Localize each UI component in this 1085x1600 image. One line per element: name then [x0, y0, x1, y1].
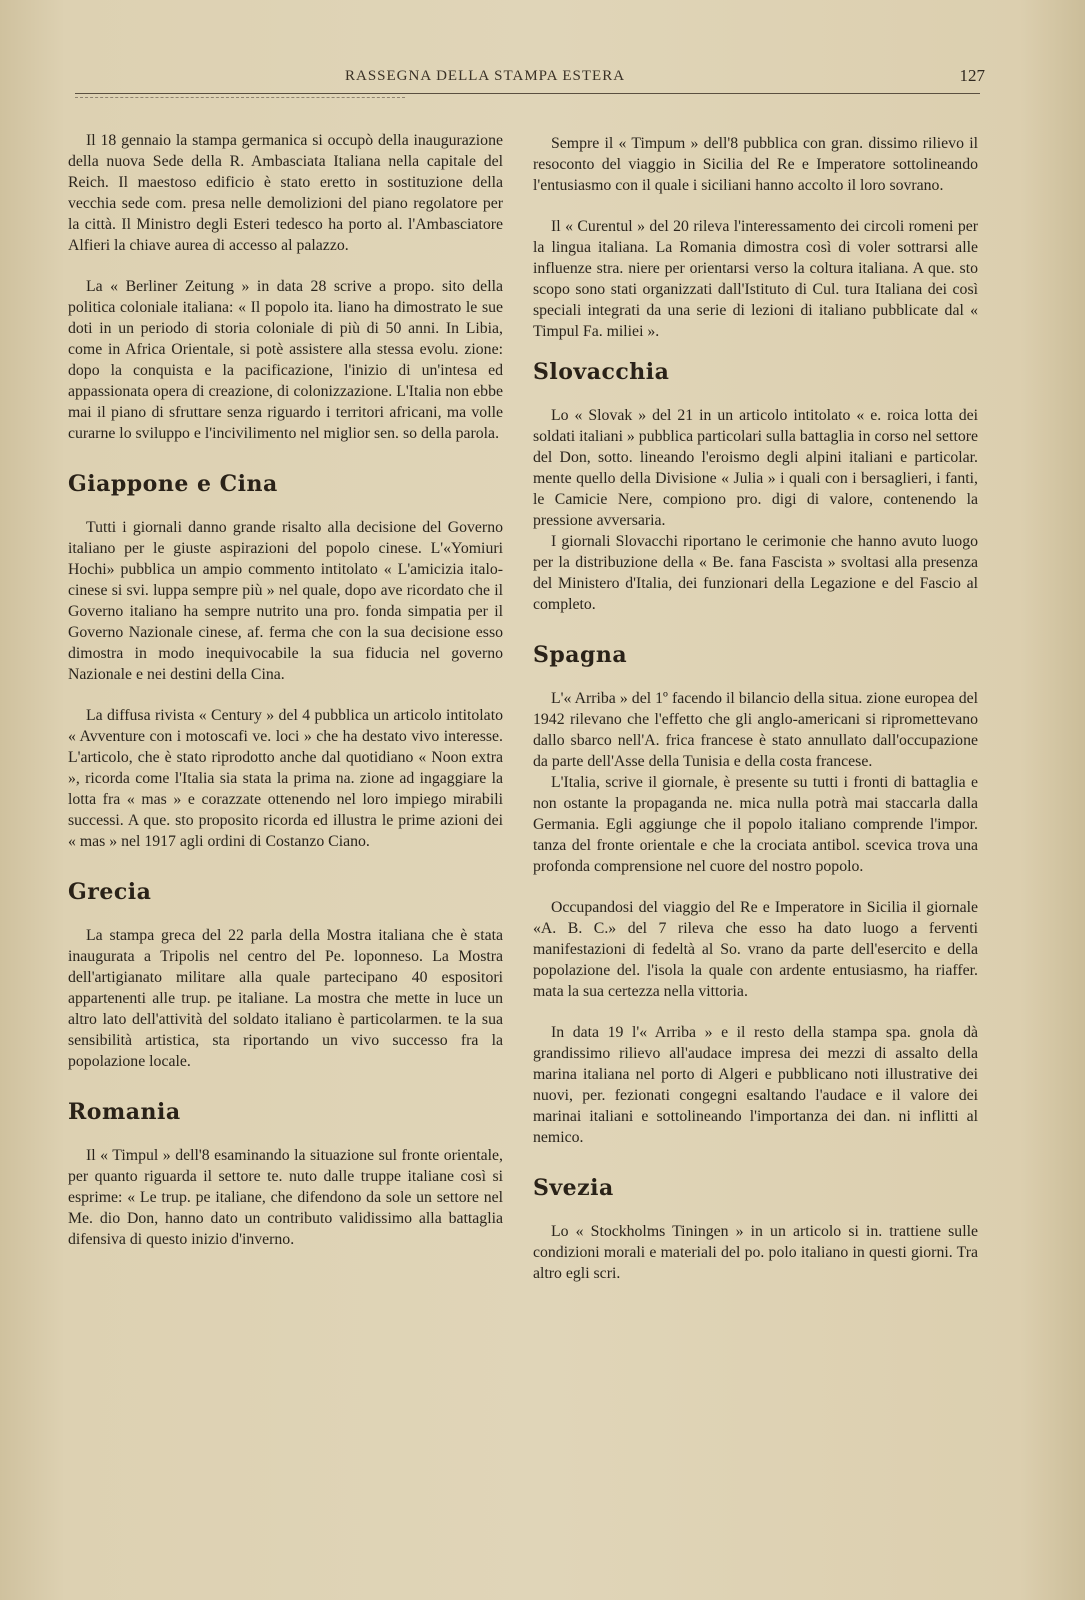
page-number: 127: [959, 66, 985, 85]
section-heading-slovacchia: Slovacchia: [533, 359, 670, 385]
paragraph: Sempre il « Timpum » dell'8 pubblica con gran. dissimo rilievo il resoconto del viaggio in Sicilia del Re e Imperatore sottolineando l'entusiasmo con il quale i siciliani hanno accolto il loro sovrano.: [533, 135, 978, 194]
section-heading-giappone-cina: Giappone e Cina: [68, 471, 278, 497]
paragraph: La stampa greca del 22 parla della Mostra italiana che è stata inaugurata a Tripolis nel centro del Pe. loponneso. La Mostra dell'artigianato militare alla quale partecipano 40 espositori appartenenti alle trup. pe italiane. La mostra che mette in luce un altro lato dell'attività del soldato italiano è particolarmen. te la sua sensibilità artistica, sta riportando un vivo successo fra la popolazione locale.: [68, 927, 503, 1070]
right-column: [533, 133, 978, 1304]
paragraph: In data 19 l'« Arriba » e il resto della stampa spa. gnola dà grandissimo rilievo all'audace impresa dei mezzi di assalto della marina italiana nel porto di Algeri e pubblicano noti illustrative dei nuovi, per. fezionati congegni esaltando l'audace e il valore dei marinai italiani e sottolineando l'importanza dei dan. ni inflitti al nemico.: [533, 1024, 978, 1146]
section-heading-romania: Romania: [68, 1099, 181, 1125]
header-rule: [75, 93, 980, 94]
section-heading-grecia: Grecia: [68, 879, 152, 905]
header-dashed-rule: [75, 97, 405, 98]
paragraph: L'« Arriba » del 1º facendo il bilancio della situa. zione europea del 1942 rilevano che l'effetto che gli anglo-americani si ripromettevano dallo sbarco nell'A. frica francese è stato annullato dall'occupazione da parte dell'Asse della Tunisia e della costa francese.: [533, 690, 978, 770]
paragraph: Lo « Slovak » del 21 in un articolo intitolato « e. roica lotta dei soldati italiani » pubblica particolari sulla battaglia in corso nel settore del Don, sotto. lineando l'eroismo degli alpini italiani e particolar. mente quello della Divisione « Julia » i quali con i bersaglieri, i fanti, le Camicie Nere, compiono pro. digi di valore, contenendo la pressione avversaria.: [533, 407, 978, 529]
page-header: [345, 66, 985, 96]
running-title: RASSEGNA DELLA STAMPA ESTERA: [345, 68, 626, 84]
paragraph: I giornali Slovacchi riportano le cerimonie che hanno avuto luogo per la distribuzione della « Be. fana Fascista » svoltasi alla presenza del Ministero d'Italia, dei funzionari della Legazione e del Fascio al completo.: [533, 533, 978, 613]
left-column: [68, 130, 503, 1270]
paragraph: Il 18 gennaio la stampa germanica si occupò della inaugurazione della nuova Sede della R. Ambasciata Italiana nella capitale del Reich. Il maestoso edificio è stato eretto in sostituzione della vecchia sede com. presa nelle demolizioni del piano regolatore per la città. Il Ministro degli Esteri tedesco ha porto al. l'Ambasciatore Alfieri la chiave aurea di accesso al palazzo.: [68, 132, 503, 254]
paragraph: Il « Curentul » del 20 rileva l'interessamento dei circoli romeni per la lingua italiana. La Romania dimostra così di voler sottrarsi alle influenze stra. niere per orientarsi verso la coltura italiana. A que. sto scopo sono stati organizzati dall'Istituto di Cul. tura Italiana dei così speciali integrati da una serie di lezioni di italiano pubblicate dal « Timpul Fa. miliei ».: [533, 218, 978, 340]
paragraph: La « Berliner Zeitung » in data 28 scrive a propo. sito della politica coloniale italiana: « Il popolo ita. liano ha dimostrato le sue doti in un periodo di storia coloniale di più di 50 anni. In Libia, come in Africa Orientale, si potè assistere alla stessa evolu. zione: dopo la conquista e la pacificazione, l'inizio di un'intesa ed appassionata opera di creazione, di colonizzazione. L'Italia non ebbe mai il piano di sfruttare senza riguardo i territori africani, ma volle curarne lo sviluppo e l'incivilimento nel miglior sen. so della parola.: [68, 278, 503, 442]
section-heading-spagna: Spagna: [533, 642, 628, 668]
paragraph: La diffusa rivista « Century » del 4 pubblica un articolo intitolato « Avventure con i motoscafi ve. loci » che ha destato vivo interesse. L'articolo, che è stato riprodotto anche dal quotidiano « Noon extra », ricorda come l'Italia sia stata la prima na. zione ad ingaggiare la lotta fra « mas » e corazzate ottenendo nel loro impiego mirabili successi. A que. sto proposito ricorda ed illustra le prime azioni dei « mas » nel 1917 agli ordini di Costanzo Ciano.: [68, 707, 503, 850]
section-heading-svezia: Svezia: [533, 1175, 614, 1201]
paragraph: Occupandosi del viaggio del Re e Imperatore in Sicilia il giornale «A. B. C.» del 7 rileva che esso ha dato luogo a ferventi manifestazioni di fedeltà al So. vrano da parte dell'esercito e della popolazione del. l'isola la quale con ardente entusiasmo, ha riaffer. mata la sua certezza nella vittoria.: [533, 899, 978, 1000]
paragraph: L'Italia, scrive il giornale, è presente su tutti i fronti di battaglia e non ostante la propaganda ne. mica nulla potrà mai staccarla dalla Germania. Egli aggiunge che il popolo italiano comprende l'impor. tanza del fronte orientale e che la crociata antibol. scevica trova una profonda comprensione nel cuore del nostro popolo.: [533, 774, 978, 875]
paragraph: Tutti i giornali danno grande risalto alla decisione del Governo italiano per le giuste aspirazioni del popolo cinese. L'«Yomiuri Hochi» pubblica un ampio commento intitolato « L'amicizia italo-cinese si svi. luppa sempre più » nel quale, dopo ave ricordato che il Governo italiano ha sempre nutrito una pro. fonda simpatia per il Governo Nazionale cinese, af. ferma che con la sua decisione esso dimostra in modo inequivocabile la sua fiducia nel governo Nazionale e nei destini della Cina.: [68, 519, 503, 683]
paragraph: Il « Timpul » dell'8 esaminando la situazione sul fronte orientale, per quanto riguarda il settore te. nuto dalle truppe italiane così si esprime: « Le trup. pe italiane, che difendono da sole un settore nel Me. dio Don, hanno dato un contributo validissimo alla battaglia difensiva di questo inizio d'inverno.: [68, 1147, 503, 1248]
paragraph: Lo « Stockholms Tiningen » in un articolo si in. trattiene sulle condizioni morali e materiali del po. polo italiano in questi giorni. Tra altro egli scri.: [533, 1223, 978, 1282]
